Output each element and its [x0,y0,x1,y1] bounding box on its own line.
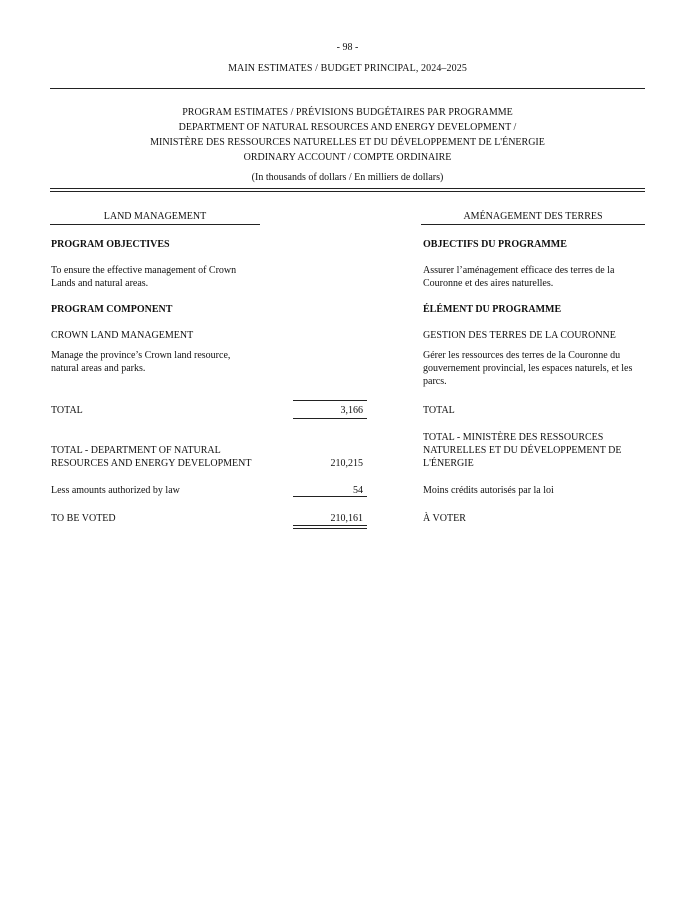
section-rule-french [421,224,645,225]
less-authorized-amount: 54 [353,485,363,496]
component-desc-english-line2: natural areas and parks. [51,363,146,374]
units-note: (In thousands of dollars / En milliers de dollars) [251,172,444,183]
to-be-voted-rule-2 [293,528,367,529]
to-be-voted-label-english: TO BE VOTED [51,513,116,524]
budget-title: MAIN ESTIMATES / BUDGET PRINCIPAL, 2024–2025 [228,63,467,74]
dept-total-amount: 210,215 [330,458,363,469]
header-rule [50,88,645,89]
objectives-text-english-line1: To ensure the effective management of Crown [51,265,237,276]
component-heading-english: PROGRAM COMPONENT [51,304,173,315]
account-heading: ORDINARY ACCOUNT / COMPTE ORDINAIRE [243,152,452,163]
section-heading-english: LAND MANAGEMENT [103,211,207,222]
component-desc-english-line1: Manage the province’s Crown land resource, [51,350,231,361]
less-authorized-rule [293,496,367,497]
objectives-text-french-line1: Assurer l’aménagement efficace des terres de la [423,265,615,276]
department-name-french: MINISTÈRE DES RESSOURCES NATURELLES ET DU DÉVELOPPEMENT DE L'ÉNERGIE [150,137,545,148]
to-be-voted-rule-1 [293,525,367,526]
dept-total-english-line2: RESOURCES AND ENERGY DEVELOPMENT [51,458,252,469]
component-name-french: GESTION DES TERRES DE LA COURONNE [423,330,616,341]
less-authorized-label-french: Moins crédits autorisés par la loi [423,485,554,496]
page-number: - 98 - [336,42,359,53]
dept-total-french-line2: NATURELLES ET DU DÉVELOPPEMENT DE [423,445,622,456]
total-amount-bottom-rule [293,418,367,419]
to-be-voted-label-french: À VOTER [423,513,466,524]
objectives-text-french-line2: Couronne et des aires naturelles. [423,278,554,289]
program-estimates-heading: PROGRAM ESTIMATES / PRÉVISIONS BUDGÉTAIRES PAR PROGRAMME [182,107,513,118]
section-rule-english [50,224,260,225]
total-amount: 3,166 [340,405,363,416]
component-desc-french-line1: Gérer les ressources des terres de la Couronne du [423,350,621,361]
dept-total-english-line1: TOTAL - DEPARTMENT OF NATURAL [51,445,221,456]
component-name-english: CROWN LAND MANAGEMENT [51,330,194,341]
total-label-french: TOTAL [423,405,455,416]
total-amount-top-rule [293,400,367,401]
component-desc-french-line3: parcs. [423,376,447,387]
objectives-heading-english: PROGRAM OBJECTIVES [51,239,170,250]
objectives-heading-french: OBJECTIFS DU PROGRAMME [423,239,567,250]
dept-total-french-line1: TOTAL - MINISTÈRE DES RESSOURCES [423,432,604,443]
component-heading-french: ÉLÉMENT DU PROGRAMME [423,304,562,315]
component-desc-french-line2: gouvernement provincial, les espaces naturels, et les [423,363,633,374]
to-be-voted-amount: 210,161 [330,513,363,524]
section-heading-french: AMÉNAGEMENT DES TERRES [463,211,603,222]
header-double-rule [50,188,645,192]
total-label-english: TOTAL [51,405,83,416]
less-authorized-label-english: Less amounts authorized by law [51,485,180,496]
department-name-english: DEPARTMENT OF NATURAL RESOURCES AND ENERGY DEVELOPMENT / [178,122,517,133]
objectives-text-english-line2: Lands and natural areas. [51,278,149,289]
dept-total-french-line3: L'ÉNERGIE [423,458,474,469]
